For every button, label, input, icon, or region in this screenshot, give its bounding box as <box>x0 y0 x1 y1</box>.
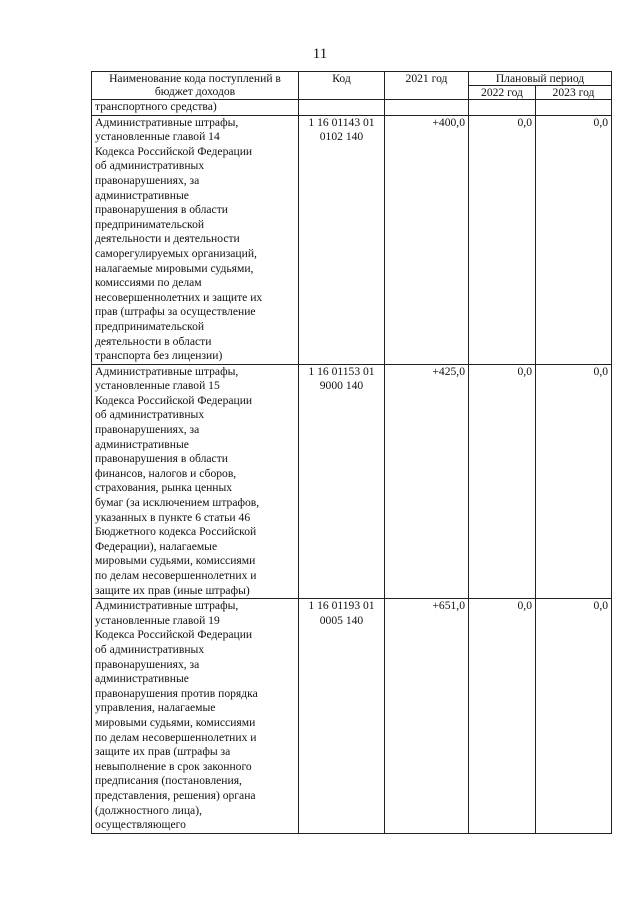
row-code: 1 16 01193 01 0005 140 <box>299 599 385 834</box>
row-2023: 0,0 <box>536 599 612 834</box>
row-2022: 0,0 <box>469 364 536 599</box>
table-row <box>92 364 612 599</box>
row-2022: 0,0 <box>469 599 536 834</box>
table-header-row <box>92 72 612 86</box>
row-2021: +400,0 <box>385 115 469 364</box>
row-code: 1 16 01143 01 0102 140 <box>299 115 385 364</box>
header-name: Наименование кода поступлений в бюджет доходов <box>92 72 299 100</box>
row-name: Административные штрафы, установленные главой 14 Кодекса Российской Федерации об административных правонарушениях, за административные правонарушения в области предпринимательской деятельности и деятельности саморегулируемых организаций, налагаемые мировыми судьями, комиссиями по делам несовершеннолетних и защите их прав (штрафы за осуществление предпринимательской деятельности в области транспорта без лицензии) <box>92 115 299 364</box>
header-2021: 2021 год <box>385 72 469 100</box>
row-2023: 0,0 <box>536 364 612 599</box>
header-planning-period: Плановый период <box>469 72 612 86</box>
row-2022: 0,0 <box>469 115 536 364</box>
row-name: Административные штрафы, установленные главой 19 Кодекса Российской Федерации об административных правонарушениях, за административные правонарушения против порядка управления, налагаемые мировыми судьями, комиссиями по делам несовершеннолетних и защите их прав (штрафы за невыполнение в срок законного предписания (постановления, представления, решения) органа (должностного лица), осуществляющего <box>92 599 299 834</box>
row-code: 1 16 01153 01 9000 140 <box>299 364 385 599</box>
header-code: Код <box>299 72 385 100</box>
table-row-continuation <box>92 100 612 116</box>
row-2023: 0,0 <box>536 115 612 364</box>
table-row <box>92 115 612 364</box>
continuation-text: транспортного средства) <box>92 100 299 116</box>
row-2021: +651,0 <box>385 599 469 834</box>
header-2023: 2023 год <box>536 86 612 100</box>
row-2021: +425,0 <box>385 364 469 599</box>
revenue-table <box>91 71 612 834</box>
page-number: 11 <box>312 46 328 62</box>
row-name: Административные штрафы, установленные главой 15 Кодекса Российской Федерации об административных правонарушениях, за административные правонарушения в области финансов, налогов и сборов, страхования, рынка ценных бумаг (за исключением штрафов, указанных в пункте 6 статьи 46 Бюджетного кодекса Российской Федерации), налагаемые мировыми судьями, комиссиями по делам несовершеннолетних и защите их прав (иные штрафы) <box>92 364 299 599</box>
table-row <box>92 599 612 834</box>
header-2022: 2022 год <box>469 86 536 100</box>
